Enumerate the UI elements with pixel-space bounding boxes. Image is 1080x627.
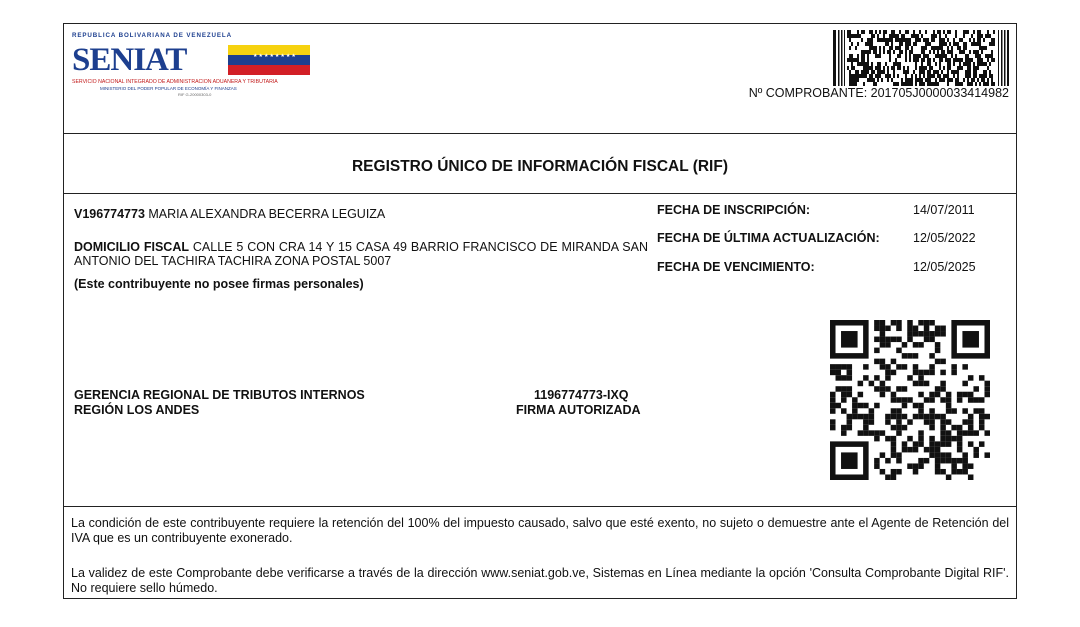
expiry-date-label: FECHA DE VENCIMIENTO:: [657, 260, 815, 274]
barcode-icon: [833, 30, 1009, 86]
rif-certificate: [63, 23, 1017, 599]
update-date-value: 12/05/2022: [913, 231, 976, 245]
logo-ministry: MINISTERIO DEL PODER POPULAR DE ECONOMÍA Y FINANZAS: [100, 86, 237, 91]
divider: [64, 193, 1016, 194]
expiry-date-value: 12/05/2025: [913, 260, 976, 274]
venezuela-flag-icon: [228, 45, 310, 75]
logo-subtitle: SERVICIO NACIONAL INTEGRADO DE ADMINISTRACION ADUANERA Y TRIBUTARIA: [72, 79, 278, 85]
taxpayer-line: [74, 207, 385, 221]
comprobante-number: [749, 86, 1009, 100]
logo-rif: RIF G-20000303-0: [178, 92, 212, 97]
domicile-value: CALLE 5 CON CRA 14 Y 15 CASA 49 BARRIO FRANCISCO DE MIRANDA SAN ANTONIO DEL TACHIRA TACHIRA ZONA POSTAL 5007: [74, 240, 648, 268]
authorized-signature-label: FIRMA AUTORIZADA: [516, 403, 641, 417]
taxpayer-name: MARIA ALEXANDRA BECERRA LEGUIZA: [148, 207, 386, 221]
document-title: REGISTRO ÚNICO DE INFORMACIÓN FISCAL (RIF): [351, 158, 728, 175]
logo-republic-text: REPUBLICA BOLIVARIANA DE VENEZUELA: [72, 32, 232, 39]
update-date-label: FECHA DE ÚLTIMA ACTUALIZACIÓN:: [657, 231, 880, 245]
seniat-logo: [72, 32, 312, 97]
taxpayer-rif: V196774773: [74, 207, 145, 221]
office-line-2: REGIÓN LOS ANDES: [74, 403, 200, 417]
retention-note: La condición de este contribuyente requiere la retención del 100% del impuesto causado, salvo que esté exento, no sujeto o demuestre ante el Agente de Retención del IVA que es un contribuyente exonerado.: [71, 516, 1009, 545]
signature-code: 1196774773-IXQ: [534, 388, 629, 402]
domicile-label: DOMICILIO FISCAL: [74, 240, 189, 254]
validity-note: La validez de este Comprobante debe verificarse a través de la dirección www.seniat.gob.ve, Sistemas en Línea mediante la opción 'Consulta Comprobante Digital RIF'. No requiere sello húmedo.: [71, 566, 1009, 595]
divider: [64, 506, 1016, 507]
inscription-date-value: 14/07/2011: [913, 203, 975, 217]
signature-note: (Este contribuyente no posee firmas personales): [74, 277, 364, 291]
logo-mark: SENIAT: [72, 42, 187, 78]
fiscal-domicile: [74, 240, 648, 268]
inscription-date-label: FECHA DE INSCRIPCIÓN:: [657, 203, 811, 217]
divider: [64, 133, 1016, 134]
comprobante-label: Nº COMPROBANTE:: [748, 86, 868, 100]
office-line-1: GERENCIA REGIONAL DE TRIBUTOS INTERNOS: [74, 388, 365, 402]
flag-stars-icon: ★★★★★★★★: [253, 53, 297, 59]
qr-code-icon: [830, 320, 990, 480]
comprobante-value: 201705J0000033414982: [870, 86, 1009, 100]
